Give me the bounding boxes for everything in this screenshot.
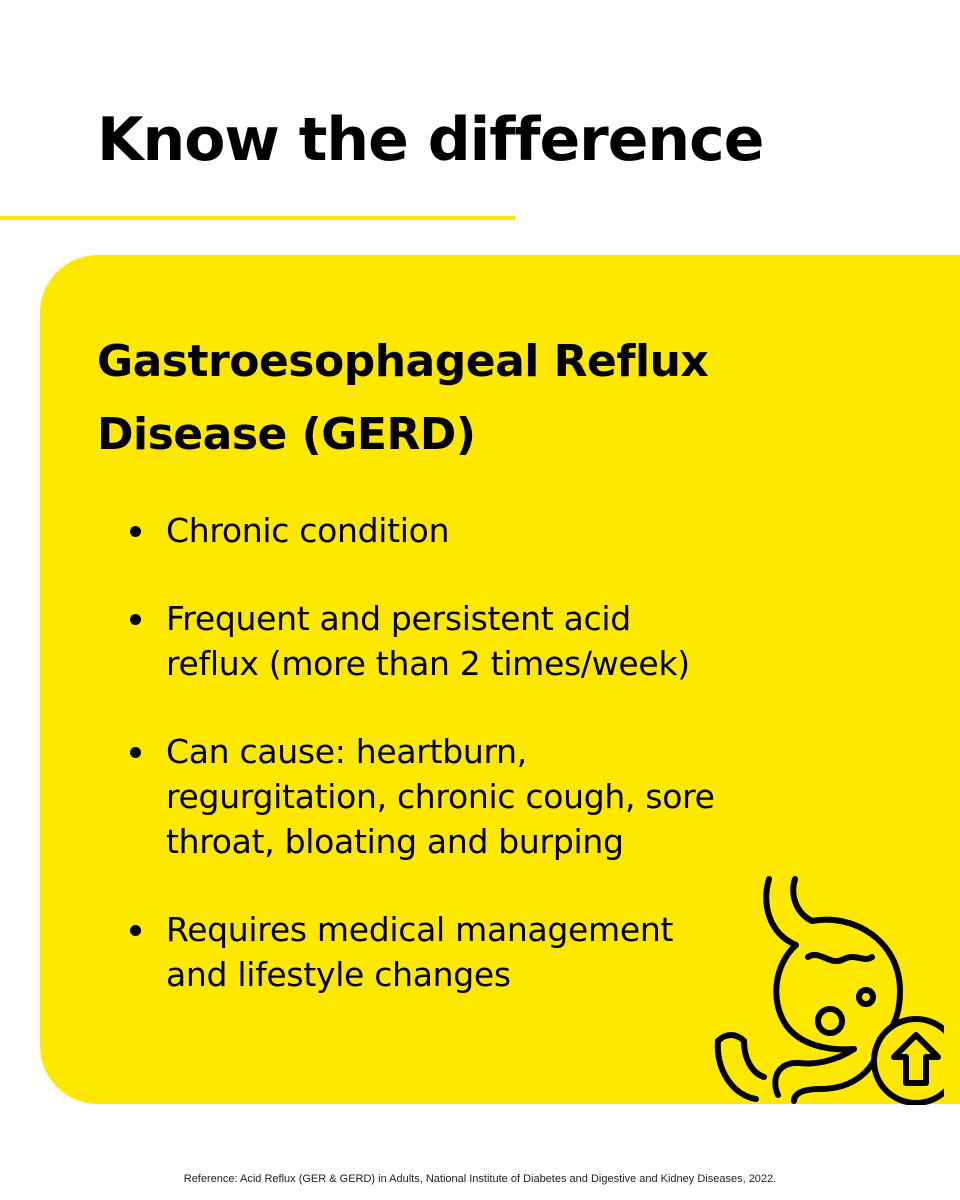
bullet-dot-icon — [130, 747, 141, 758]
bullet-list — [128, 508, 728, 1040]
bullet-text: Frequent and persistent acid reflux (more than 2 times/week) — [166, 599, 690, 683]
card-title: Gastroesophageal Reflux Disease (GERD) — [97, 336, 709, 460]
bullet-text: Requires medical management and lifestyle changes — [166, 910, 674, 994]
bullet-item-symptoms — [128, 729, 728, 864]
bullet-dot-icon — [130, 614, 141, 625]
bullet-item-management — [128, 907, 728, 997]
bullet-item-chronic — [128, 508, 728, 553]
page-title: Know the difference — [97, 105, 764, 175]
bullet-text: Can cause: heartburn, regurgitation, chronic cough, sore throat, bloating and burping — [166, 732, 715, 861]
gerd-card — [40, 255, 960, 1104]
bullet-dot-icon — [130, 925, 141, 936]
bullet-text: Chronic condition — [166, 511, 450, 550]
title-underline — [0, 216, 515, 220]
bullet-dot-icon — [130, 526, 141, 537]
stomach-reflux-icon — [704, 873, 944, 1105]
reference-note: Reference: Acid Reflux (GER & GERD) in Adults, National Institute of Diabetes and Digestive and Kidney Diseases, 2022. — [183, 1173, 777, 1185]
bullet-item-frequency — [128, 596, 728, 686]
